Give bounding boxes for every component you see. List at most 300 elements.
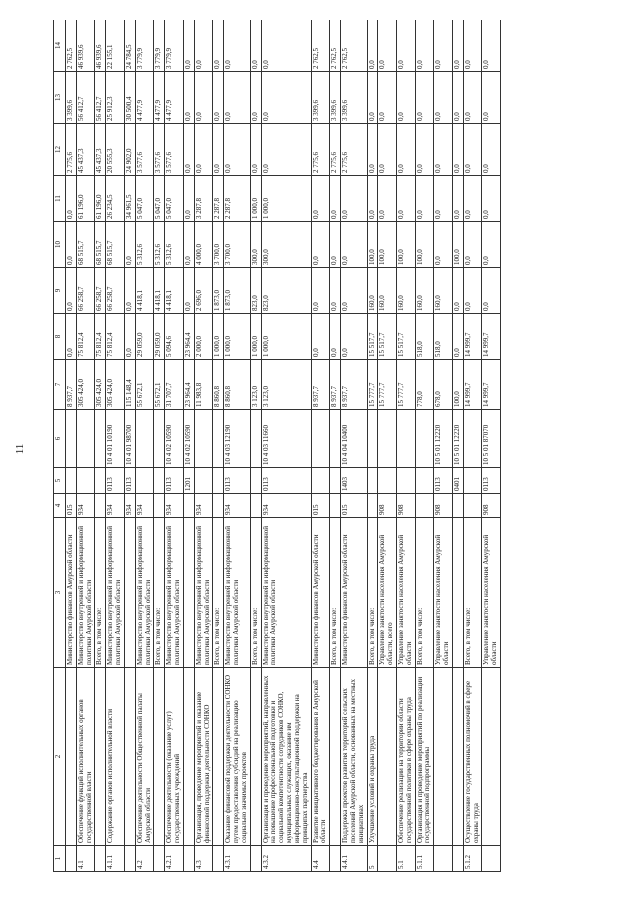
section-code-cell [66,468,77,494]
target-article-cell: 10 4 03 12190 [224,410,250,468]
year-2019-cell: 4 477,9 [154,72,165,124]
column-header: 2 [54,668,66,846]
total-cell: 8 860,8 [213,360,224,410]
year-2015-cell: 0,0 [452,268,463,314]
column-header: 5 [54,468,66,494]
executor-cell: Всего, в том числе: [367,518,378,668]
year-2016-cell: 300,0 [250,222,261,268]
year-2018-cell: 45 437,3 [76,124,95,176]
year-2016-cell: 0,0 [330,222,341,268]
total-cell: 14 999,7 [482,360,501,410]
program-name-cell: Организация, проведение мероприятий и оказание финансовой поддержки деятельности СОНКО [194,668,213,846]
year-2014-cell: 1 000,0 [250,314,261,360]
year-2016-cell: 0,0 [341,222,367,268]
program-name-cell [378,668,397,846]
year-2014-cell: 75 812,4 [95,314,106,360]
target-article-cell [330,410,341,468]
year-2018-cell: 0,0 [396,124,415,176]
year-2019-cell: 0,0 [482,72,501,124]
year-2016-cell: 0,0 [482,222,501,268]
year-2020-cell: 0,0 [213,20,224,72]
section-code-cell: 0113 [224,468,250,494]
year-2017-cell: 0,0 [330,176,341,222]
executor-cell: Всего, в том числе: [95,518,106,668]
year-2017-cell: 0,0 [463,176,482,222]
target-article-cell: 10 4 01 10190 [106,410,125,468]
total-cell: 8 937,7 [66,360,77,410]
year-2019-cell: 4 477,9 [135,72,154,124]
year-2019-cell: 0,0 [434,72,453,124]
grbs-code-cell: 934 [261,494,311,518]
section-code-cell: 0113 [482,468,501,494]
year-2014-cell: 2 000,0 [194,314,213,360]
year-2014-cell: 15 517,7 [396,314,415,360]
year-2015-cell: 160,0 [378,268,397,314]
table-row [330,20,341,872]
table-row [250,20,261,872]
total-cell: 778,0 [415,360,434,410]
year-2016-cell: 100,0 [452,222,463,268]
year-2020-cell: 0,0 [261,20,311,72]
table-row [76,20,95,872]
total-cell: 305 424,0 [76,360,95,410]
year-2016-cell: 100,0 [396,222,415,268]
table-row [261,20,311,872]
section-code-cell [463,468,482,494]
table-row [66,20,77,872]
table-row [311,20,330,872]
year-2015-cell: 2 696,0 [194,268,213,314]
year-2017-cell: 5 047,0 [135,176,154,222]
table-row [482,20,501,872]
year-2015-cell: 0,0 [183,268,194,314]
year-2017-cell: 2 287,8 [224,176,250,222]
grbs-code-cell: 934 [194,494,213,518]
year-2018-cell: 45 437,3 [95,124,106,176]
program-name-cell: Обеспечение функций исполнительных органов государственной власти [76,668,95,846]
year-2019-cell: 0,0 [183,72,194,124]
year-2017-cell: 61 196,0 [95,176,106,222]
row-number-cell: 5.1 [396,846,415,872]
year-2018-cell: 0,0 [482,124,501,176]
section-code-cell [415,468,434,494]
target-article-cell [66,410,77,468]
grbs-code-cell: 908 [482,494,501,518]
rotated-document [53,20,501,872]
year-2014-cell: 15 517,7 [367,314,378,360]
row-number-cell: 4.3 [194,846,213,872]
executor-cell: Управление занятости населения Амурской области [434,518,453,668]
header-row [54,20,66,872]
year-2015-cell: 4 418,1 [154,268,165,314]
section-code-cell [311,468,330,494]
year-2014-cell: 14 999,7 [463,314,482,360]
program-name-cell: Обеспечение деятельности (оказание услуг) государственных учреждений [165,668,184,846]
year-2018-cell: 0,0 [194,124,213,176]
executor-cell [124,518,135,668]
section-code-cell [213,468,224,494]
year-2018-cell: 0,0 [261,124,311,176]
section-code-cell: 0113 [106,468,125,494]
year-2017-cell: 0,0 [311,176,330,222]
row-number-cell: 5.1.1 [415,846,434,872]
target-article-cell: 10 5 01 12220 [434,410,453,468]
executor-cell: Всего, в том числе: [330,518,341,668]
grbs-code-cell: 908 [434,494,453,518]
executor-cell: Министерство внутренней и информационной политики Амурской области [194,518,213,668]
year-2019-cell: 56 412,7 [95,72,106,124]
section-code-cell [135,468,154,494]
year-2015-cell: 4 418,1 [135,268,154,314]
year-2015-cell: 0,0 [341,268,367,314]
row-number-cell: 4.4 [311,846,330,872]
year-2017-cell: 0,0 [452,176,463,222]
row-number-cell: 4.2 [135,846,154,872]
year-2018-cell: 2 775,6 [66,124,77,176]
total-cell: 3 123,0 [250,360,261,410]
target-article-cell: 10 4 02 10590 [165,410,184,468]
executor-cell: Управление занятости населения Амурской области [396,518,415,668]
year-2017-cell: 0,0 [415,176,434,222]
table-row [367,20,378,872]
year-2020-cell: 0,0 [396,20,415,72]
target-article-cell [250,410,261,468]
total-cell: 55 672,1 [135,360,154,410]
row-number-cell: 4.3.2 [261,846,311,872]
year-2019-cell: 56 412,7 [76,72,95,124]
year-2020-cell: 0,0 [250,20,261,72]
table-row [165,20,184,872]
table-row [154,20,165,872]
year-2017-cell: 0,0 [396,176,415,222]
grbs-code-cell: 934 [124,494,135,518]
program-name-cell [124,668,135,846]
target-article-cell: 10 4 01 98700 [124,410,135,468]
year-2020-cell: 2 762,5 [311,20,330,72]
section-code-cell [76,468,95,494]
year-2020-cell: 0,0 [224,20,250,72]
grbs-code-cell: 934 [135,494,154,518]
year-2017-cell: 0,0 [434,176,453,222]
year-2015-cell: 160,0 [396,268,415,314]
year-2014-cell: 1 000,0 [261,314,311,360]
executor-cell: Всего, в том числе: [250,518,261,668]
year-2018-cell: 0,0 [250,124,261,176]
grbs-code-cell: 015 [341,494,367,518]
document-viewport [53,20,640,905]
target-article-cell [154,410,165,468]
row-number-cell [452,846,463,872]
row-number-cell [213,846,224,872]
target-article-cell [396,410,415,468]
year-2016-cell: 0,0 [463,222,482,268]
total-cell: 31 707,7 [165,360,184,410]
total-cell: 14 999,7 [463,360,482,410]
year-2017-cell: 26 234,5 [106,176,125,222]
grbs-code-cell: 934 [224,494,250,518]
year-2020-cell: 46 939,6 [95,20,106,72]
target-article-cell: 10 4 04 10400 [341,410,367,468]
year-2015-cell: 1 873,0 [213,268,224,314]
year-2014-cell: 0,0 [311,314,330,360]
year-2017-cell: 0,0 [341,176,367,222]
row-number-cell [330,846,341,872]
section-code-cell [194,468,213,494]
grbs-code-cell [154,494,165,518]
year-2014-cell: 0,0 [66,314,77,360]
year-2014-cell: 0,0 [341,314,367,360]
grbs-code-cell [183,494,194,518]
row-number-cell: 4.1 [76,846,95,872]
year-2016-cell: 100,0 [378,222,397,268]
section-code-cell: 0401 [452,468,463,494]
target-article-cell [415,410,434,468]
year-2020-cell: 0,0 [194,20,213,72]
year-2016-cell: 3 700,0 [224,222,250,268]
row-number-cell: 5 [367,846,378,872]
year-2020-cell: 0,0 [183,20,194,72]
program-name-cell: Содержание органов исполнительной власти [106,668,125,846]
year-2020-cell: 0,0 [367,20,378,72]
year-2017-cell: 0,0 [378,176,397,222]
total-cell: 55 672,1 [154,360,165,410]
year-2014-cell: 0,0 [330,314,341,360]
executor-cell: Министерство внутренней и информационной политики Амурской области [106,518,125,668]
target-article-cell: 10 4 02 10590 [183,410,194,468]
table-row [213,20,224,872]
year-2018-cell: 20 555,3 [106,124,125,176]
year-2017-cell: 61 196,0 [76,176,95,222]
year-2015-cell: 0,0 [330,268,341,314]
table-row [378,20,397,872]
year-2014-cell: 29 059,0 [135,314,154,360]
program-name-cell [66,668,77,846]
year-2020-cell: 46 939,6 [76,20,95,72]
target-article-cell [463,410,482,468]
total-cell: 8 937,7 [311,360,330,410]
total-cell: 15 777,7 [367,360,378,410]
year-2017-cell: 34 961,5 [124,176,135,222]
program-name-cell: Организация и проведение мероприятий по реализации государственной подпрограммы [415,668,434,846]
page-number: 11 [14,443,26,455]
total-cell: 3 123,0 [261,360,311,410]
year-2017-cell: 3 287,8 [194,176,213,222]
executor-cell: Министерство внутренней и информационной политики Амурской области [76,518,95,668]
table-row [341,20,367,872]
row-number-cell [183,846,194,872]
year-2016-cell: 0,0 [124,222,135,268]
row-number-cell [378,846,397,872]
year-2014-cell: 1 000,0 [213,314,224,360]
program-name-cell [330,668,341,846]
section-code-cell: 1403 [341,468,367,494]
year-2017-cell: 2 287,8 [213,176,224,222]
year-2018-cell: 2 775,6 [311,124,330,176]
year-2015-cell: 823,0 [250,268,261,314]
year-2014-cell: 0,0 [452,314,463,360]
year-2015-cell: 0,0 [482,268,501,314]
year-2017-cell: 0,0 [183,176,194,222]
row-number-cell [482,846,501,872]
year-2016-cell: 5 312,6 [165,222,184,268]
grbs-code-cell: 934 [165,494,184,518]
year-2016-cell: 3 700,0 [213,222,224,268]
grbs-code-cell [95,494,106,518]
year-2020-cell: 0,0 [378,20,397,72]
total-cell: 8 937,7 [330,360,341,410]
column-header: 3 [54,518,66,668]
year-2020-cell: 3 779,9 [165,20,184,72]
executor-cell: Управление занятости населения Амурской области [482,518,501,668]
target-article-cell [76,410,95,468]
year-2014-cell: 518,0 [415,314,434,360]
year-2018-cell: 0,0 [463,124,482,176]
program-name-cell [482,668,501,846]
executor-cell: Всего, в том числе: [154,518,165,668]
year-2015-cell: 0,0 [463,268,482,314]
section-code-cell [396,468,415,494]
column-header: 9 [54,268,66,314]
table-row [124,20,135,872]
section-code-cell [250,468,261,494]
year-2014-cell: 23 964,4 [183,314,194,360]
program-name-cell: Оказание финансовой поддержки деятельности СОНКО путем предоставления субсидий на реализацию социально значимых проектов [224,668,250,846]
year-2019-cell: 0,0 [367,72,378,124]
year-2018-cell: 2 775,6 [341,124,367,176]
year-2018-cell: 3 577,6 [165,124,184,176]
year-2014-cell: 14 999,7 [482,314,501,360]
table-row [463,20,482,872]
year-2018-cell: 0,0 [415,124,434,176]
program-name-cell [452,668,463,846]
target-article-cell: 10 4 03 11660 [261,410,311,468]
section-code-cell [330,468,341,494]
year-2018-cell: 0,0 [452,124,463,176]
year-2019-cell: 30 500,4 [124,72,135,124]
program-name-cell: Улучшение условий и охраны труда [367,668,378,846]
year-2020-cell: 3 779,9 [135,20,154,72]
year-2017-cell: 1 000,0 [250,176,261,222]
year-2017-cell: 0,0 [66,176,77,222]
year-2018-cell: 0,0 [367,124,378,176]
year-2014-cell: 15 517,7 [378,314,397,360]
section-code-cell [95,468,106,494]
target-article-cell [95,410,106,468]
year-2016-cell: 68 515,7 [76,222,95,268]
table-row [194,20,213,872]
year-2020-cell: 0,0 [463,20,482,72]
year-2017-cell: 5 047,0 [165,176,184,222]
year-2018-cell: 3 577,6 [154,124,165,176]
row-number-cell: 4.4.1 [341,846,367,872]
year-2015-cell: 0,0 [311,268,330,314]
row-number-cell: 5.1.2 [463,846,482,872]
total-cell: 8 860,8 [224,360,250,410]
column-header: 6 [54,410,66,468]
year-2019-cell: 0,0 [378,72,397,124]
year-2019-cell: 4 477,9 [165,72,184,124]
year-2015-cell: 66 258,7 [106,268,125,314]
section-code-cell: 0113 [124,468,135,494]
year-2014-cell: 75 812,4 [76,314,95,360]
target-article-cell [311,410,330,468]
table-row [106,20,125,872]
year-2019-cell: 0,0 [396,72,415,124]
grbs-code-cell: 015 [311,494,330,518]
table-body [66,20,501,872]
column-header: 13 [54,72,66,124]
year-2015-cell: 66 258,7 [76,268,95,314]
year-2018-cell: 3 577,6 [135,124,154,176]
target-article-cell [367,410,378,468]
grbs-code-cell: 908 [396,494,415,518]
year-2020-cell: 2 762,5 [330,20,341,72]
table-row [224,20,250,872]
year-2014-cell: 1 000,0 [224,314,250,360]
column-header: 4 [54,494,66,518]
executor-cell: Министерство финансов Амурской области [341,518,367,668]
executor-cell: Министерство финансов Амурской области [311,518,330,668]
program-name-cell [213,668,224,846]
year-2018-cell: 2 775,6 [330,124,341,176]
target-article-cell [378,410,397,468]
target-article-cell: 10 5 01 12220 [452,410,463,468]
year-2019-cell: 25 912,3 [106,72,125,124]
year-2020-cell: 0,0 [434,20,453,72]
total-cell: 305 424,0 [106,360,125,410]
grbs-code-cell: 934 [76,494,95,518]
year-2016-cell: 68 515,7 [95,222,106,268]
year-2019-cell: 0,0 [194,72,213,124]
grbs-code-cell [250,494,261,518]
column-header: 14 [54,20,66,72]
total-cell: 8 937,7 [341,360,367,410]
column-header: 1 [54,846,66,872]
year-2016-cell: 100,0 [367,222,378,268]
grbs-code-cell [463,494,482,518]
total-cell: 15 777,7 [396,360,415,410]
column-header: 11 [54,176,66,222]
column-header: 12 [54,124,66,176]
year-2020-cell: 3 779,9 [154,20,165,72]
year-2018-cell: 24 902,0 [124,124,135,176]
year-2016-cell: 100,0 [415,222,434,268]
program-name-cell [183,668,194,846]
executor-cell: Министерство внутренней и информационной политики Амурской области [224,518,250,668]
row-number-cell [95,846,106,872]
total-cell: 23 964,4 [183,360,194,410]
year-2018-cell: 0,0 [224,124,250,176]
row-number-cell [66,846,77,872]
year-2019-cell: 0,0 [250,72,261,124]
year-2016-cell: 4 000,0 [194,222,213,268]
row-number-cell [154,846,165,872]
total-cell: 115 148,4 [124,360,135,410]
year-2015-cell: 4 418,1 [165,268,184,314]
year-2015-cell: 160,0 [415,268,434,314]
program-name-cell [95,668,106,846]
row-number-cell [434,846,453,872]
budget-table [53,20,501,872]
grbs-code-cell [367,494,378,518]
year-2020-cell: 24 784,5 [124,20,135,72]
row-number-cell: 4.2.1 [165,846,184,872]
year-2014-cell: 75 812,4 [106,314,125,360]
grbs-code-cell: 015 [66,494,77,518]
column-header: 7 [54,360,66,410]
year-2020-cell: 0,0 [452,20,463,72]
year-2020-cell: 0,0 [415,20,434,72]
